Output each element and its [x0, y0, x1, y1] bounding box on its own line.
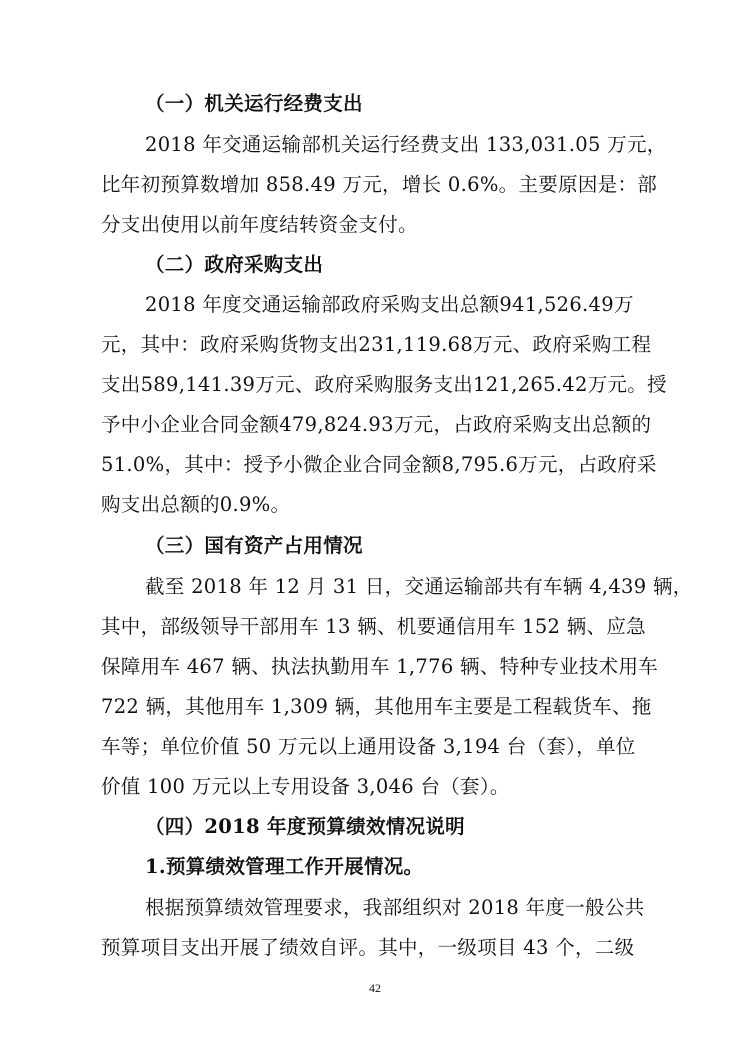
paragraph-line: 其中，部级领导干部用车 13 辆、机要通信用车 152 辆、应急	[101, 615, 646, 638]
paragraph-line: 2018 年交通运输部机关运行经费支出 133,031.05 万元，	[145, 133, 667, 156]
section-heading-1: （一）机关运行经费支出	[145, 92, 363, 115]
paragraph-line: 购支出总额的0.9%。	[101, 493, 291, 516]
section-heading-4: （四）2018 年度预算绩效情况说明	[145, 815, 465, 838]
paragraph-line: 元，其中：政府采购货物支出231,119.68万元、政府采购工程	[101, 333, 652, 356]
paragraph-line: 根据预算绩效管理要求，我部组织对 2018 年度一般公共	[145, 896, 645, 919]
paragraph-line: 保障用车 467 辆、执法执勤用车 1,776 辆、特种专业技术用车	[101, 655, 659, 678]
paragraph-line: 截至 2018 年 12 月 31 日，交通运输部共有车辆 4,439 辆，	[145, 575, 693, 598]
paragraph-line: 车等；单位价值 50 万元以上通用设备 3,194 台（套），单位	[101, 735, 636, 758]
paragraph-line: 722 辆，其他用车 1,309 辆，其他用车主要是工程载货车、拖	[101, 695, 652, 718]
section-heading-3: （三）国有资产占用情况	[145, 534, 363, 557]
section-heading-2: （二）政府采购支出	[145, 253, 324, 276]
subsection-heading: 1.预算绩效管理工作开展情况。	[145, 855, 424, 878]
paragraph-line: 2018 年度交通运输部政府采购支出总额941,526.49万	[145, 293, 634, 316]
paragraph-line: 予中小企业合同金额479,824.93万元，占政府采购支出总额的	[101, 413, 652, 436]
paragraph-line: 51.0%，其中：授予小微企业合同金额8,795.6万元，占政府采	[101, 453, 657, 476]
page-number: 42	[369, 981, 381, 995]
paragraph-line: 预算项目支出开展了绩效自评。其中，一级项目 43 个，二级	[101, 936, 635, 959]
paragraph-line: 支出589,141.39万元、政府采购服务支出121,265.42万元。授	[101, 373, 667, 396]
paragraph-line: 分支出使用以前年度结转资金支付。	[101, 213, 418, 236]
paragraph-line: 比年初预算数增加 858.49 万元，增长 0.6%。主要原因是：部	[101, 173, 658, 196]
paragraph-line: 价值 100 万元以上专用设备 3,046 台（套）。	[101, 775, 510, 798]
